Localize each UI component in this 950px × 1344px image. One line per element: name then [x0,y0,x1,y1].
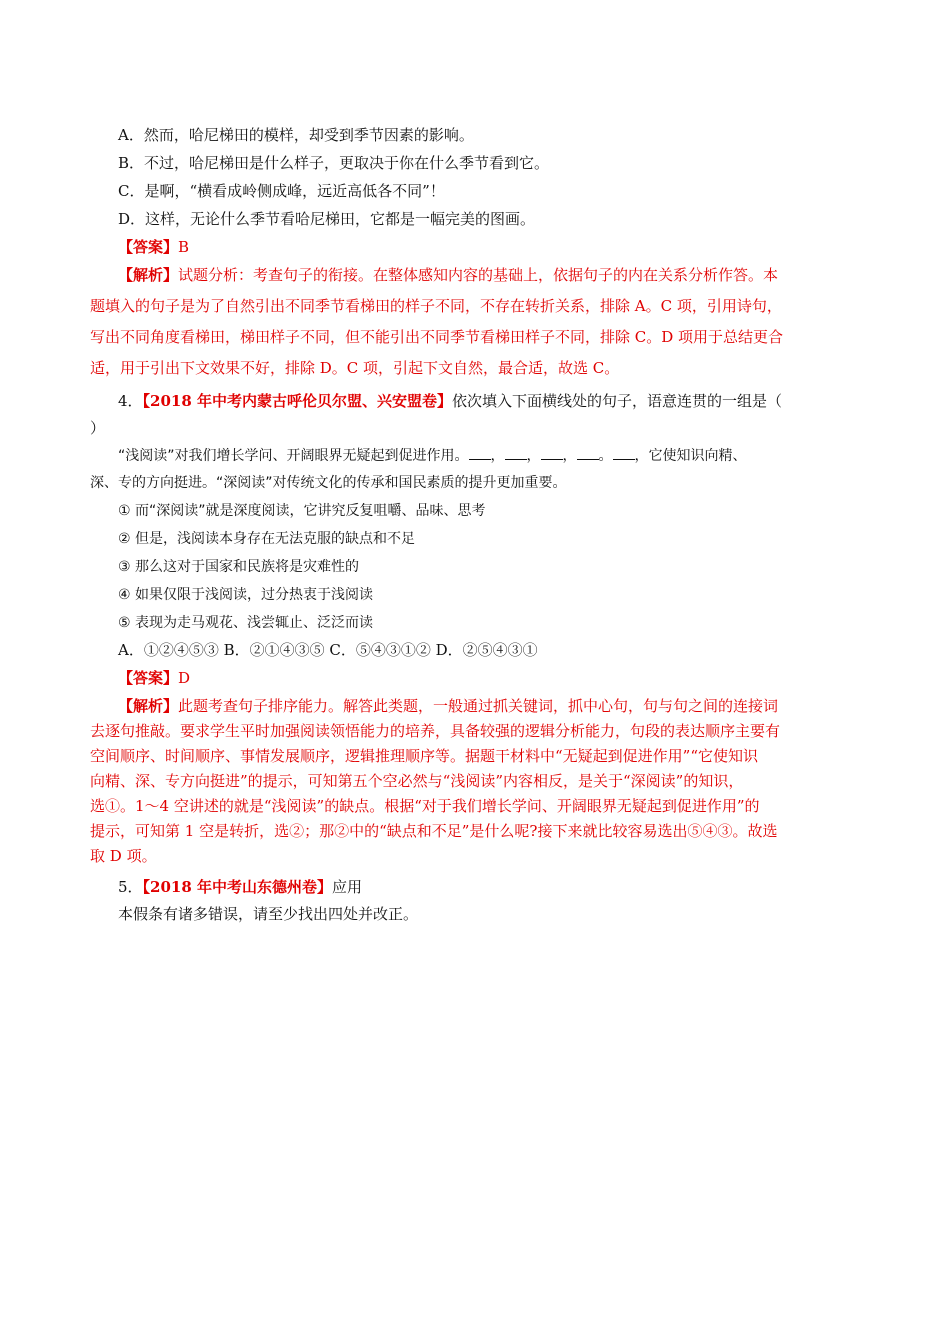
q4-answer-value: D [178,669,191,687]
q5-source: 【2018 年中考山东德州卷】 [142,878,333,896]
q3-option-d: D．这样，无论什么季节看哈尼梯田，它都是一幅完美的图画。 [118,210,536,228]
q4-stem [118,391,862,411]
q4-item-5: ⑤ 表现为走马观花、浅尝辄止、泛泛而读 [118,615,373,631]
q4-blank-4 [577,447,599,460]
q4-choices: A．①②④⑤③ B．②①④③⑤ C．⑤④③①② D．②⑤④③① [118,641,538,659]
q4-sep-2: ， [526,448,541,464]
q3-option-b: B．不过，哈尼梯田是什么样子，更取决于你在什么季节看到它。 [118,154,550,172]
q4-passage-start: “浅阅读”对我们增长学问、开阔眼界无疑起到促进作用。 [118,448,469,464]
q4-sep-1: ， [490,448,505,464]
q4-blank-1 [469,447,491,460]
q5-stem-text: 应用 [332,878,363,896]
q4-analysis-line-4: 向精、深、专方向挺进”的提示，可知第五个空必然与“浅阅读”内容相反，是关于“深阅读”的知识， [90,772,744,790]
q3-analysis-tag: 【解析】 [118,266,179,284]
q3-answer-tag: 【答案】 [118,238,179,256]
q4-passage-line-1 [118,446,862,466]
q4-number: 4． [118,392,143,410]
q4-analysis-text: 此题考查句子排序能力。解答此类题，一般通过抓关键词，抓中心句，句与句之间的连接词 [178,697,779,715]
q4-item-3: ③ 那么这对于国家和民族将是灾难性的 [118,559,359,575]
q4-blank-2 [505,447,527,460]
q4-analysis-line-1 [118,696,862,716]
q4-sep-4: 。 [598,448,613,464]
q4-passage-line-2: 深、专的方向挺进。“深阅读”对传统文化的传承和国民素质的提升更加重要。 [90,475,567,491]
q4-analysis-line-5: 选①。1～4 空讲述的就是“浅阅读”的缺点。根据“对于我们增长学问、开阔眼界无疑起到促进作用”的 [90,797,760,815]
q4-analysis-tag: 【解析】 [118,697,179,715]
q4-stem-text: 依次填入下面横线处的句子，语意连贯的一组是（ [452,392,783,410]
q4-analysis-line-7: 取 D 项。 [90,847,157,865]
q3-option-c: C．是啊，“横看成岭侧成峰，远近高低各不同”！ [118,182,445,200]
q4-item-1: ① 而“深阅读”就是深度阅读，它讲究反复咀嚼、品味、思考 [118,503,486,519]
q3-analysis-text: 试题分析：考查句子的衔接。在整体感知内容的基础上，依据句子的内在关系分析作答。本 [178,266,779,284]
q3-analysis-line-1 [118,265,862,285]
q4-passage-after: ，它使知识向精、 [634,448,747,464]
q4-blank-5 [613,447,635,460]
q4-source: 【2018 年中考内蒙古呼伦贝尔盟、兴安盟卷】 [142,392,453,410]
q3-analysis-line-2: 题填入的句子是为了自然引出不同季节看梯田的样子不同，不存在转折关系，排除 A。C 项，引用诗句， [90,297,782,315]
q4-item-4: ④ 如果仅限于浅阅读，过分热衷于浅阅读 [118,587,373,603]
q3-analysis-line-4: 适，用于引出下文效果不好，排除 D。C 项，引起下文自然，最合适，故选 C。 [90,359,620,377]
q4-analysis-line-2: 去逐句推敲。要求学生平时加强阅读领悟能力的培养，具备较强的逻辑分析能力，句段的表达顺序主要有 [90,722,781,740]
q4-item-2: ② 但是，浅阅读本身存在无法克服的缺点和不足 [118,531,415,547]
q5-text: 本假条有诸多错误，请至少找出四处并改正。 [118,905,419,923]
q3-option-a: A．然而，哈尼梯田的模样，却受到季节因素的影响。 [118,126,474,144]
q3-analysis-line-3: 写出不同角度看梯田，梯田样子不同，但不能引出不同季节看梯田样子不同，排除 C。D 项用于总结更合 [90,328,784,346]
q4-stem-end: ） [90,419,106,437]
q5-stem [118,877,862,897]
q4-blank-3 [541,447,563,460]
q4-answer [118,668,862,688]
q3-answer-value: B [178,238,190,256]
q4-answer-tag: 【答案】 [118,669,179,687]
q4-analysis-line-3: 空间顺序、时间顺序、事情发展顺序，逻辑推理顺序等。据题干材料中“无疑起到促进作用”“它使知识 [90,747,759,765]
q4-sep-3: ， [562,448,577,464]
q5-number: 5． [118,878,143,896]
q4-analysis-line-6: 提示，可知第 1 空是转折，选②；那②中的“缺点和不足”是什么呢?接下来就比较容易选出⑤④③。故选 [90,822,778,840]
q3-answer [118,237,862,257]
